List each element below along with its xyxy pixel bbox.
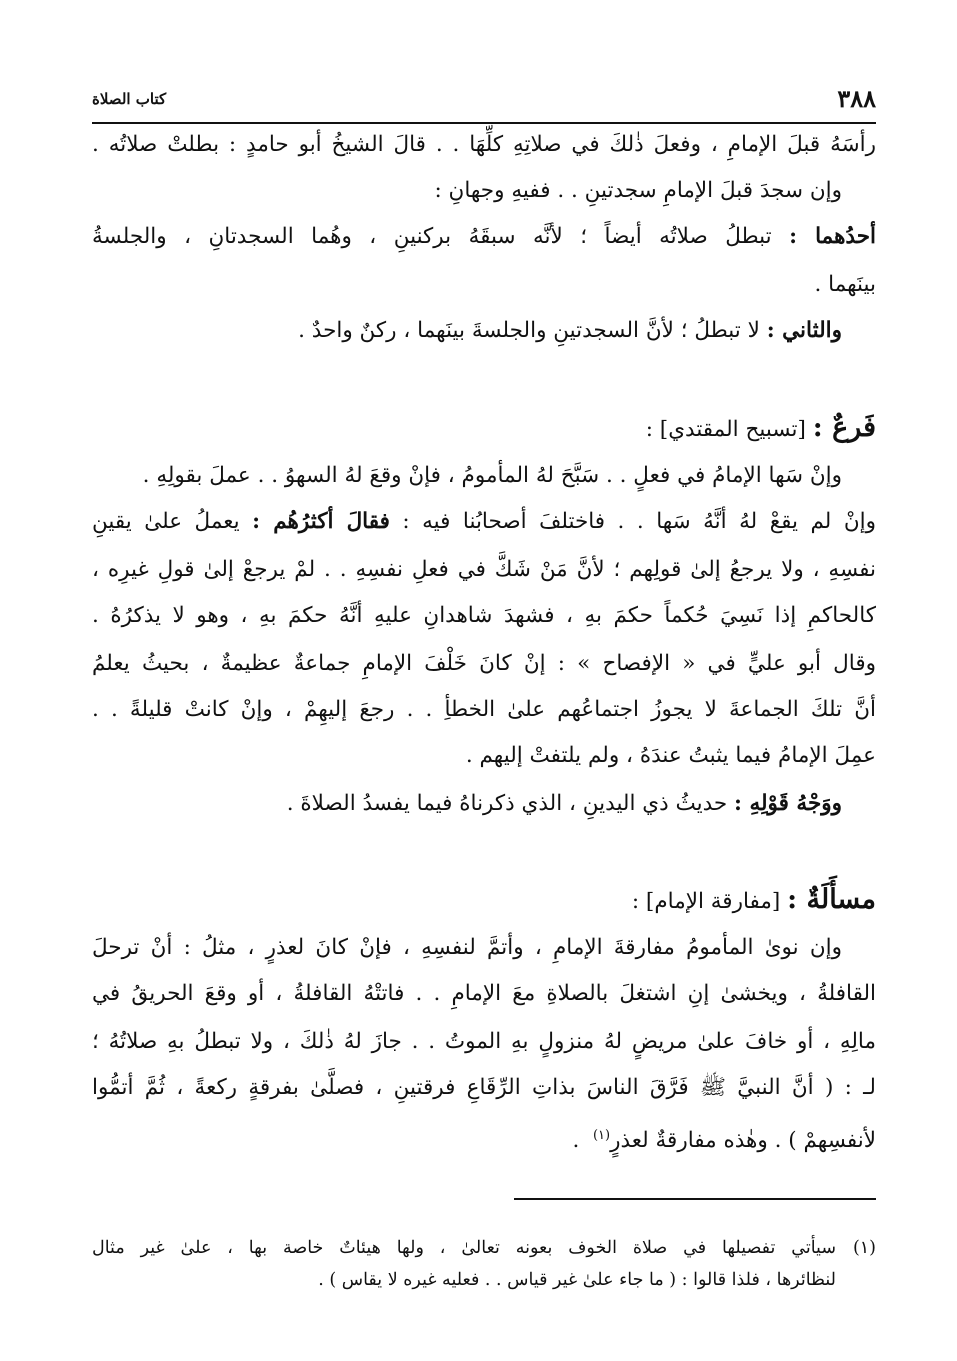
text-line: نفسِهِ ، ولا يرجعُ إلىٰ قولِهم ؛ لأنَّ مَنْ شَكَّ في فعلِ نفسِهِ . . لمْ يرجعْ إلىٰ قولِ غيرِه ، bbox=[92, 557, 876, 582]
line-text: لأنفسِهمْ ) . وهٰذه مفارقةٌ لعذرٍ bbox=[610, 1128, 876, 1154]
text-line bbox=[298, 311, 842, 351]
heading-title: [مفارقة الإمام] : bbox=[631, 889, 781, 914]
section-heading-branch bbox=[646, 408, 876, 450]
text-line: أنَّ تلكَ الجماعةَ لا يجوزُ اجتماعُهم علىٰ الخطأِ . . رجعَ إليهِمْ ، وإنْ كانتْ قليلةً . . bbox=[92, 697, 876, 722]
header-rule bbox=[92, 122, 876, 124]
text-line: القافلةُ ، ويخشىٰ إنِ اشتغلَ بالصلاةِ معَ الإمامِ . . فاتتْهُ القافلةُ ، أو وقعَ الحريقُ في bbox=[92, 981, 876, 1006]
footnote-line: لنظائرها ، فلذا قالوا : ( ما جاء علىٰ غير قياس . . فعليه غيره لا يقاس ) . bbox=[318, 1270, 836, 1290]
page-number: ٣٨٨ bbox=[837, 84, 876, 113]
lead-word: أحدُهما : bbox=[789, 224, 876, 249]
text-line: وإنْ سَها الإمامُ في فعلٍ . . سَبَّحَ لهُ المأمومُ ، فإنْ وقعَ لهُ السهوُ . . عملَ بقولِهِ . bbox=[142, 463, 842, 488]
heading-label: مسأَلَةٌ : bbox=[787, 884, 876, 915]
line-text: حديثُ ذي اليدينِ ، الذي ذكرناهُ فيما يفسدُ الصلاةَ . bbox=[286, 791, 728, 816]
text-line: كالحاكمِ إذا نَسِيَ حُكماً حكمَ بهِ ، فشهدَ شاهدانِ عليهِ أنَّهُ حكمَ بهِ ، وهو لا يذكرُهُ . bbox=[92, 603, 876, 628]
line-text: وإنْ لم يقعْ لهُ أنَّهُ سَها . . فاختلفَ أصحابُنا فيه : bbox=[402, 509, 876, 534]
text-line bbox=[572, 1116, 876, 1161]
lead-word: والثاني : bbox=[766, 318, 842, 343]
text-line bbox=[92, 502, 876, 542]
line-text: لا تبطلُ ؛ لأنَّ السجدتينِ والجلسةَ بينَهما ، ركنٌ واحدٌ . bbox=[298, 318, 760, 343]
footnote-number: (١) bbox=[852, 1238, 876, 1258]
text-line: بينَهما . bbox=[814, 272, 876, 297]
text-line bbox=[287, 784, 842, 824]
text-line: رأسَهُ قبلَ الإمامِ ، وفعلَ ذٰلكَ في صلاتِهِ كلِّهَا . . قالَ الشيخُ أبو حامدٍ : بطلتْ صلاتُه . bbox=[92, 132, 876, 157]
running-head: كتاب الصلاة bbox=[92, 90, 167, 108]
lead-word: ووَجْهُ قَوْلِهِ : bbox=[734, 791, 842, 816]
heading-label: فَرعٌ : bbox=[812, 412, 876, 443]
text-line: عمِلَ الإمامُ فيما يثبتُ عندَهُ ، ولم يلتفتْ إليهم . bbox=[465, 743, 876, 768]
footnote-rule bbox=[514, 1198, 876, 1200]
text-line: وقال أبو عليٍّ في « الإفصاح » : إنْ كانَ خَلْفَ الإمامِ جماعةٌ عظيمةٌ ، بحيثُ يعلمُ bbox=[92, 651, 876, 676]
text-line: وإن سجدَ قبلَ الإمامِ سجدتينِ . . ففيهِ وجهانِ : bbox=[434, 178, 842, 203]
footnote-ref[interactable]: (١) bbox=[592, 1128, 611, 1143]
text-line: وإن نوىٰ المأمومُ مفارقةَ الإمامِ ، وأتمَّ لنفسِهِ ، فإنْ كانَ لعذرٍ ، مثلُ : أنْ ترحلَ bbox=[92, 935, 842, 960]
text-line: مالِهِ ، أو خافَ علىٰ مريضٍ لهُ منزولٍ بهِ الموتُ . . جازَ لهُ ذٰلكَ ، ولا تبطلُ بهِ صلاتُهُ ؛ bbox=[92, 1029, 876, 1054]
line-text: تبطلُ صلاتُه أيضاً ؛ لأنَّه سبقَهُ بركنينِ ، وهُما السجدتانِ ، والجلسةُ bbox=[92, 224, 772, 249]
page-header bbox=[92, 84, 876, 118]
line-text: . bbox=[572, 1128, 580, 1154]
heading-title: [تسبيح المقتدي] : bbox=[645, 417, 806, 442]
footnote-line: سيأتي تفصيلها في صلاة الخوف بعونه تعالىٰ ، ولها هيئاتٌ خاصة بها ، علىٰ غير مثال bbox=[92, 1238, 836, 1258]
lead-word: فقالَ أكثرُهُم : bbox=[252, 509, 390, 534]
text-line bbox=[92, 217, 876, 257]
section-heading-issue bbox=[632, 880, 876, 922]
text-line: لـ : ( أنَّ النبيَّ ﷺ فَرَّقَ الناسَ بذاتِ الرِّقَاعِ فرقتينِ ، فصلَّىٰ بفرقةٍ ركعةً ، ثُمَّ أتمُّوا bbox=[92, 1075, 876, 1100]
line-text: يعملُ علىٰ يقينِ bbox=[92, 509, 240, 534]
